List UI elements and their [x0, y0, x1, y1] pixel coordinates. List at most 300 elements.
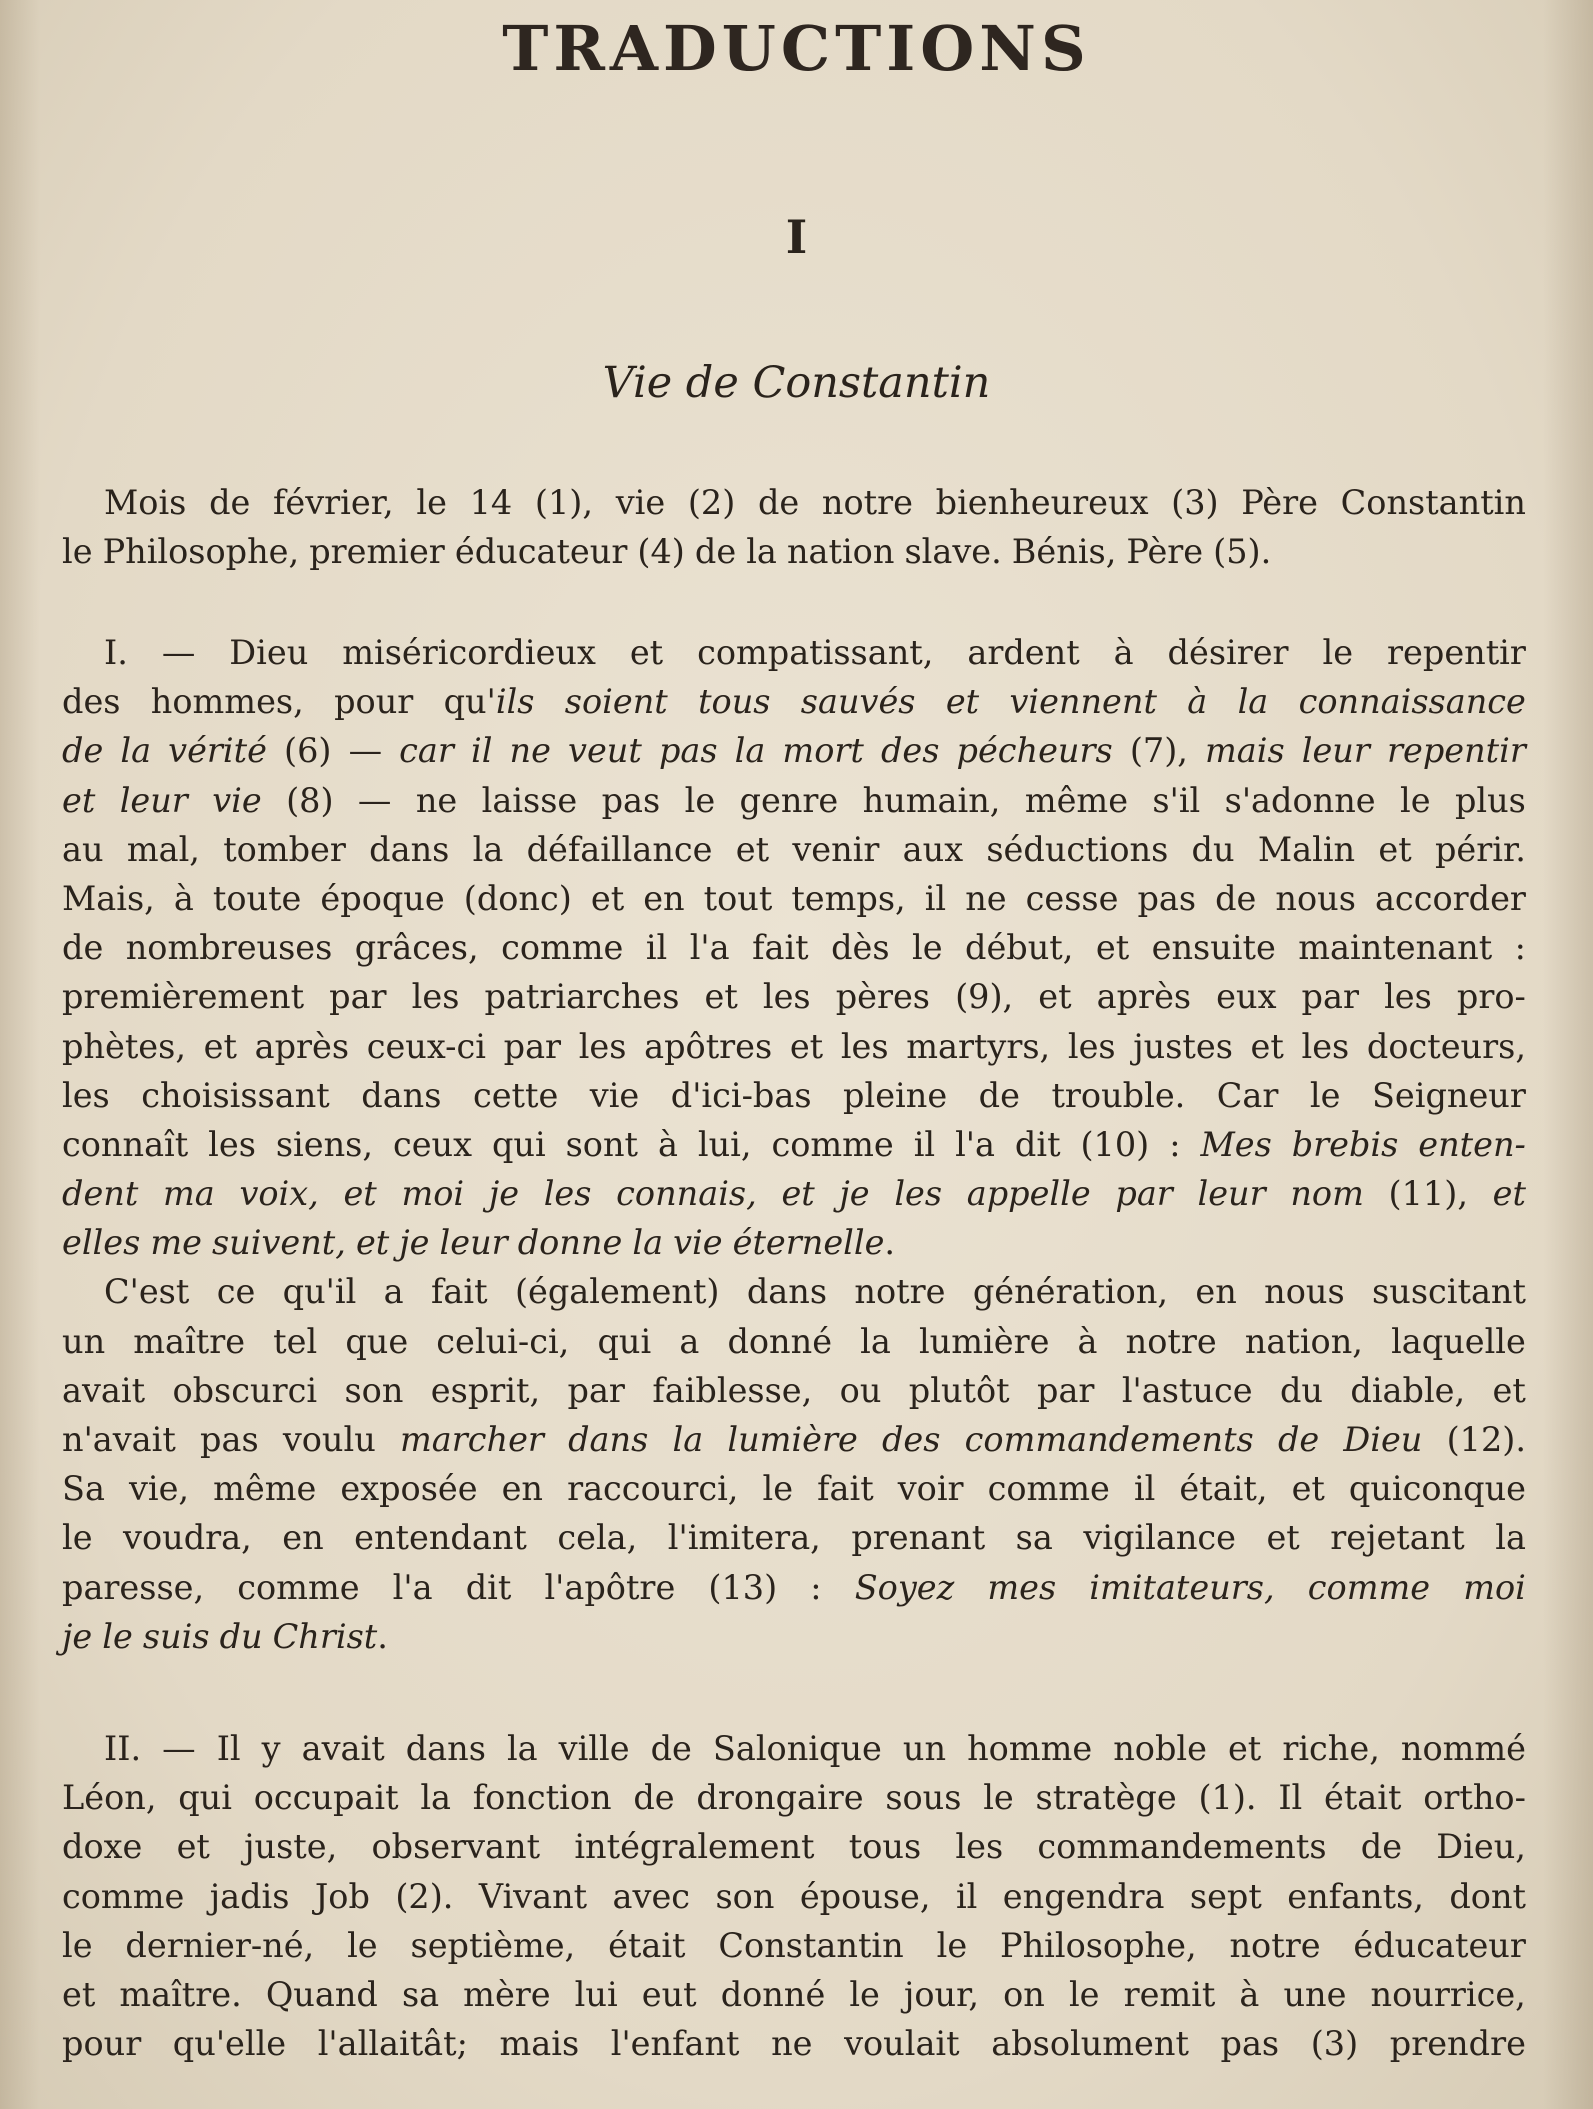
word: venir	[792, 829, 880, 869]
word: Mois	[104, 483, 187, 522]
word: II.	[104, 1729, 142, 1768]
word: donné	[720, 1974, 826, 2014]
word: docteurs,	[1366, 1026, 1526, 1066]
word: tous	[848, 1827, 922, 1867]
word: le	[684, 780, 716, 820]
word: à	[1113, 633, 1134, 672]
word: pas	[1220, 2024, 1280, 2064]
chapter-title: Vie de Constantin	[602, 358, 991, 408]
word: comme	[771, 1124, 894, 1164]
word: Dieu	[229, 633, 309, 672]
word: le	[849, 1974, 880, 2014]
word: ne	[509, 731, 551, 771]
word: miséricordieux	[342, 633, 596, 672]
word: nombreuses	[125, 928, 333, 968]
word: pas	[601, 780, 661, 820]
word: dent	[62, 1174, 139, 1214]
word: lui,	[697, 1124, 752, 1164]
word: (7),	[1129, 731, 1188, 771]
word: génération,	[972, 1272, 1169, 1312]
word: (2)	[687, 483, 736, 522]
word: soient	[564, 682, 668, 722]
text-line	[62, 628, 1526, 677]
word: remit	[1123, 1974, 1216, 2014]
text-line	[62, 923, 1526, 972]
word: une	[1283, 1974, 1347, 2014]
word: et	[343, 1174, 377, 1214]
word: me	[150, 1223, 202, 1263]
word: compatissant,	[697, 633, 934, 672]
word: sauvés	[800, 682, 916, 722]
word: de	[62, 731, 104, 771]
word: :	[1169, 1124, 1181, 1164]
word: raccourci,	[567, 1469, 739, 1509]
word: vérité	[168, 731, 267, 771]
word: celui-ci,	[436, 1321, 570, 1361]
word: (6)	[284, 731, 332, 771]
word: Bénis,	[1011, 532, 1117, 572]
word: Car	[1216, 1075, 1279, 1115]
word: —	[161, 633, 196, 672]
word: enfants,	[1287, 1876, 1424, 1916]
word: Père	[1126, 532, 1204, 572]
word: la	[472, 829, 504, 869]
word: ceux-ci	[366, 1026, 486, 1066]
word: la	[420, 1778, 452, 1818]
word: nommé	[1400, 1729, 1526, 1768]
word: Léon,	[62, 1778, 157, 1818]
text-line	[62, 1921, 1526, 1970]
word: a	[679, 1321, 700, 1361]
word: observant	[371, 1827, 541, 1867]
word: que	[345, 1321, 409, 1361]
word: bienheureux	[935, 483, 1149, 522]
chapter-number: I	[785, 210, 808, 264]
word: toute	[212, 878, 302, 918]
word: apôtres	[644, 1026, 773, 1066]
word: les	[411, 977, 460, 1017]
word: leur	[119, 780, 188, 820]
word: Dieu,	[1436, 1827, 1526, 1867]
word: l'a	[392, 1567, 433, 1607]
word: exposée	[340, 1469, 478, 1509]
word: qui	[491, 1124, 546, 1164]
word: occupait	[253, 1778, 399, 1818]
text-line	[62, 1366, 1526, 1415]
word: homme	[967, 1729, 1093, 1768]
word: maître	[133, 1321, 246, 1361]
word: ne	[965, 878, 1007, 918]
word: voudra,	[123, 1518, 252, 1558]
word: le	[62, 532, 93, 572]
word: ce	[216, 1272, 256, 1312]
word: de	[757, 483, 800, 522]
word: par	[567, 1370, 625, 1410]
word: par	[1301, 977, 1359, 1017]
word: dernier-né,	[125, 1925, 315, 1965]
word: suis	[142, 1616, 210, 1656]
word: Constantin	[718, 1925, 904, 1965]
word: et	[629, 633, 664, 672]
text-line	[62, 1022, 1526, 1071]
word: était	[1324, 1778, 1402, 1818]
word: la	[1495, 1518, 1526, 1558]
word: vie	[589, 1075, 640, 1115]
text-line	[62, 1872, 1526, 1921]
word: Quand	[265, 1974, 378, 2014]
word: Il	[216, 1729, 241, 1768]
word: viennent	[1009, 682, 1157, 722]
word: le	[102, 1616, 133, 1656]
word: les	[208, 1124, 256, 1164]
running-title: TRADUCTIONS	[502, 12, 1091, 85]
word: entendant	[354, 1518, 527, 1558]
word: de	[694, 532, 737, 572]
word: des	[880, 731, 940, 771]
word: les	[543, 1174, 592, 1214]
word: (8)	[286, 780, 334, 820]
word: tel	[273, 1321, 318, 1361]
word: mais	[1205, 731, 1285, 771]
word: martyrs,	[906, 1026, 1051, 1066]
word: les	[1301, 1026, 1350, 1066]
word: et	[735, 829, 770, 869]
word: l'apôtre	[544, 1567, 676, 1607]
word: (9),	[955, 977, 1014, 1017]
text-line	[62, 1169, 1526, 1218]
word: :	[810, 1567, 822, 1607]
word: qu'ils	[443, 682, 535, 722]
word: —	[162, 1729, 196, 1768]
word: diable,	[1350, 1370, 1466, 1410]
word: Philosophe,	[102, 532, 300, 572]
word: aux	[902, 829, 964, 869]
word: et	[1227, 1729, 1262, 1768]
word: mère	[463, 1974, 551, 2014]
word: avec	[612, 1876, 691, 1916]
word: à	[657, 1124, 678, 1164]
word: patriarches	[484, 977, 680, 1017]
word: premièrement	[62, 977, 305, 1017]
word: et	[590, 878, 625, 918]
word: éducateur	[454, 532, 628, 572]
word: riche,	[1282, 1729, 1380, 1768]
word: avait	[301, 1729, 385, 1768]
word: C'est	[104, 1272, 190, 1312]
word: nous	[1264, 1272, 1345, 1312]
word: le	[1309, 1075, 1341, 1115]
word: mes	[987, 1567, 1057, 1607]
word: leur	[439, 1223, 508, 1263]
word: et	[1095, 928, 1130, 968]
text-line	[62, 1612, 1526, 1661]
word: après	[1096, 977, 1192, 1017]
word: jour,	[903, 1974, 980, 2014]
word: il	[645, 928, 668, 968]
word: et	[203, 1026, 237, 1066]
word: un	[902, 1729, 947, 1768]
word: y	[261, 1729, 281, 1768]
word: 14	[469, 483, 513, 522]
word: de	[633, 1778, 675, 1818]
word: février,	[273, 483, 394, 522]
word: lumière	[918, 1321, 1050, 1361]
word: ensuite	[1151, 928, 1276, 968]
text-line	[62, 776, 1526, 825]
word: il	[1133, 1469, 1156, 1509]
word: les	[894, 1174, 943, 1214]
text-line	[62, 677, 1526, 726]
word: engendra	[1002, 1876, 1165, 1916]
word: notre	[854, 1272, 946, 1312]
word: le	[912, 928, 943, 968]
word: qu'il	[282, 1272, 357, 1312]
word: hommes,	[150, 682, 304, 722]
word: voulu	[282, 1420, 376, 1459]
text-line	[62, 1563, 1526, 1612]
word: laquelle	[1391, 1321, 1526, 1361]
text-line	[62, 478, 1526, 527]
word: la	[734, 731, 766, 771]
word: laisse	[481, 780, 578, 820]
word: son	[715, 1876, 775, 1916]
word: ortho-	[1423, 1778, 1526, 1818]
word: qui	[178, 1778, 232, 1818]
word: les	[578, 1026, 627, 1066]
word: les	[1384, 977, 1432, 1017]
word: et	[1492, 1370, 1526, 1410]
word: notre	[1229, 1925, 1321, 1965]
word: pas	[1137, 878, 1197, 918]
word: —	[348, 731, 383, 771]
word: d'ici-bas	[670, 1075, 812, 1115]
word: mort	[782, 731, 864, 771]
word: plus	[1454, 780, 1526, 820]
word: nation	[786, 532, 895, 572]
text-line	[62, 726, 1526, 775]
word: le	[1400, 780, 1431, 820]
word: époque	[320, 878, 445, 918]
word: un	[62, 1321, 106, 1361]
word: sont	[565, 1124, 639, 1164]
word: la	[672, 1420, 704, 1459]
word: ceux	[392, 1124, 472, 1164]
word: ne	[771, 2024, 813, 2064]
word: :	[1514, 928, 1526, 968]
section-2-text	[62, 1724, 1526, 2068]
word: pro-	[1456, 977, 1526, 1017]
word: éducateur	[1353, 1925, 1526, 1965]
word: septième,	[410, 1925, 576, 1965]
word: humain,	[862, 780, 1001, 820]
word: (3)	[1310, 2024, 1359, 2064]
word: fait	[817, 1469, 874, 1509]
word: pour	[334, 682, 414, 722]
word: les	[840, 1026, 889, 1066]
word: vie	[673, 1223, 723, 1263]
word: comme	[1307, 1567, 1431, 1607]
word: et	[1266, 1518, 1300, 1558]
word: mal,	[126, 829, 200, 869]
intro-paragraph	[62, 478, 1526, 576]
word: dans	[568, 1420, 649, 1459]
word: et	[62, 780, 96, 820]
word: et	[789, 1026, 824, 1066]
word: de	[209, 483, 251, 522]
word: comme	[62, 1876, 185, 1916]
word: Salonique	[712, 1729, 882, 1768]
word: après	[254, 1026, 350, 1066]
word: l'a	[955, 1124, 995, 1164]
word: du	[219, 1616, 263, 1656]
word: lumière	[727, 1420, 858, 1459]
word: fonction	[472, 1778, 612, 1818]
word: faiblesse,	[652, 1370, 813, 1410]
word: prenant	[851, 1518, 986, 1558]
word: Christ.	[272, 1616, 388, 1656]
word: dans	[369, 829, 450, 869]
word: genre	[739, 780, 839, 820]
word: (1).	[1198, 1778, 1257, 1818]
word: lui	[574, 1974, 618, 2014]
word: le	[62, 1518, 93, 1558]
word: du	[1279, 1370, 1323, 1410]
word: pleine	[843, 1075, 948, 1115]
word: eut	[641, 1974, 697, 2014]
word: siens,	[275, 1124, 373, 1164]
word: leur	[1301, 731, 1370, 771]
word: moi	[401, 1174, 465, 1214]
word: nation,	[1244, 1321, 1363, 1361]
word: le	[983, 1778, 1014, 1818]
word: dit	[1014, 1124, 1061, 1164]
word: et	[704, 977, 738, 1017]
word: (2).	[395, 1876, 454, 1916]
word: obscurci	[172, 1370, 318, 1410]
word: juste,	[244, 1827, 338, 1867]
word: moi	[1463, 1567, 1526, 1607]
word: même	[213, 1469, 317, 1509]
word: notre	[1125, 1321, 1217, 1361]
word: défaillance	[526, 829, 713, 869]
word: désirer	[1167, 633, 1289, 672]
word: pas	[200, 1420, 259, 1459]
text-line	[62, 527, 1526, 576]
word: fait	[431, 1272, 488, 1312]
word: nous	[1275, 878, 1356, 918]
word: absolument	[991, 2024, 1189, 2064]
word: sa	[401, 1974, 440, 2014]
word: je	[399, 1223, 430, 1263]
word: le	[1322, 633, 1354, 672]
word: en	[643, 878, 685, 918]
word: prendre	[1389, 2024, 1526, 2064]
word: il	[471, 731, 493, 771]
word: la	[506, 1729, 538, 1768]
word: notre	[821, 483, 913, 522]
word: imitateurs,	[1089, 1567, 1275, 1607]
page-edge-shadow	[1543, 0, 1593, 2109]
word: par	[329, 977, 387, 1017]
word: je	[839, 1174, 870, 1214]
word: repentir	[1387, 731, 1526, 771]
word: choisissant	[141, 1075, 330, 1115]
word: (11),	[1388, 1174, 1468, 1214]
word: avait	[62, 1370, 146, 1410]
word: pécheurs	[956, 731, 1113, 771]
word: doxe	[62, 1827, 143, 1867]
word: début,	[965, 928, 1074, 968]
word: et	[355, 1223, 390, 1263]
word: dès	[831, 928, 890, 968]
word: vie	[212, 780, 262, 820]
word: (4)	[637, 532, 685, 572]
word: était	[608, 1925, 686, 1965]
word: Philosophe,	[1000, 1925, 1197, 1965]
word: leur	[1197, 1174, 1266, 1214]
word: et	[1378, 829, 1412, 869]
word: tous	[698, 682, 771, 722]
word: ma	[163, 1174, 215, 1214]
word: (10)	[1080, 1124, 1150, 1164]
word: l'allaitât;	[317, 2024, 468, 2064]
word: sous	[885, 1778, 962, 1818]
word: son	[344, 1370, 404, 1410]
word: —	[357, 780, 392, 820]
word: sa	[1015, 1518, 1053, 1558]
word: la	[860, 1321, 891, 1361]
word: (5).	[1213, 532, 1272, 572]
word: sept	[1189, 1876, 1262, 1916]
word: à	[173, 878, 194, 918]
word: par	[1037, 1370, 1095, 1410]
word: justes	[1133, 1026, 1233, 1066]
word: esprit,	[430, 1370, 541, 1410]
word: Mais,	[62, 878, 155, 918]
word: nom	[1290, 1174, 1364, 1214]
word: paresse,	[62, 1567, 205, 1607]
word: enten-	[1418, 1124, 1526, 1164]
word: veut	[568, 731, 642, 771]
word: commandements	[1037, 1827, 1327, 1867]
word: ardent	[967, 633, 1080, 672]
text-line	[62, 972, 1526, 1021]
word: des	[62, 682, 121, 722]
word: (également)	[514, 1272, 720, 1312]
word: drongaire	[696, 1778, 864, 1818]
word: suivent,	[211, 1223, 346, 1263]
word: s'il	[1152, 780, 1201, 820]
word: la	[120, 731, 152, 771]
word: Mes	[1200, 1124, 1272, 1164]
word: plutôt	[908, 1370, 1010, 1410]
word: et	[945, 682, 980, 722]
word: maître.	[119, 1974, 242, 2014]
word: tout	[703, 878, 773, 918]
word: premier	[309, 532, 445, 572]
word: tomber	[223, 829, 346, 869]
text-line	[62, 1724, 1526, 1773]
word: l'enfant	[610, 2024, 740, 2064]
word: en	[501, 1469, 544, 1509]
word: vie	[615, 483, 666, 522]
word: a	[383, 1272, 404, 1312]
word: et	[1291, 1469, 1325, 1509]
word: le	[416, 483, 447, 522]
word: appelle	[966, 1174, 1091, 1214]
word: trouble.	[1051, 1075, 1186, 1115]
word: à	[1187, 682, 1208, 722]
